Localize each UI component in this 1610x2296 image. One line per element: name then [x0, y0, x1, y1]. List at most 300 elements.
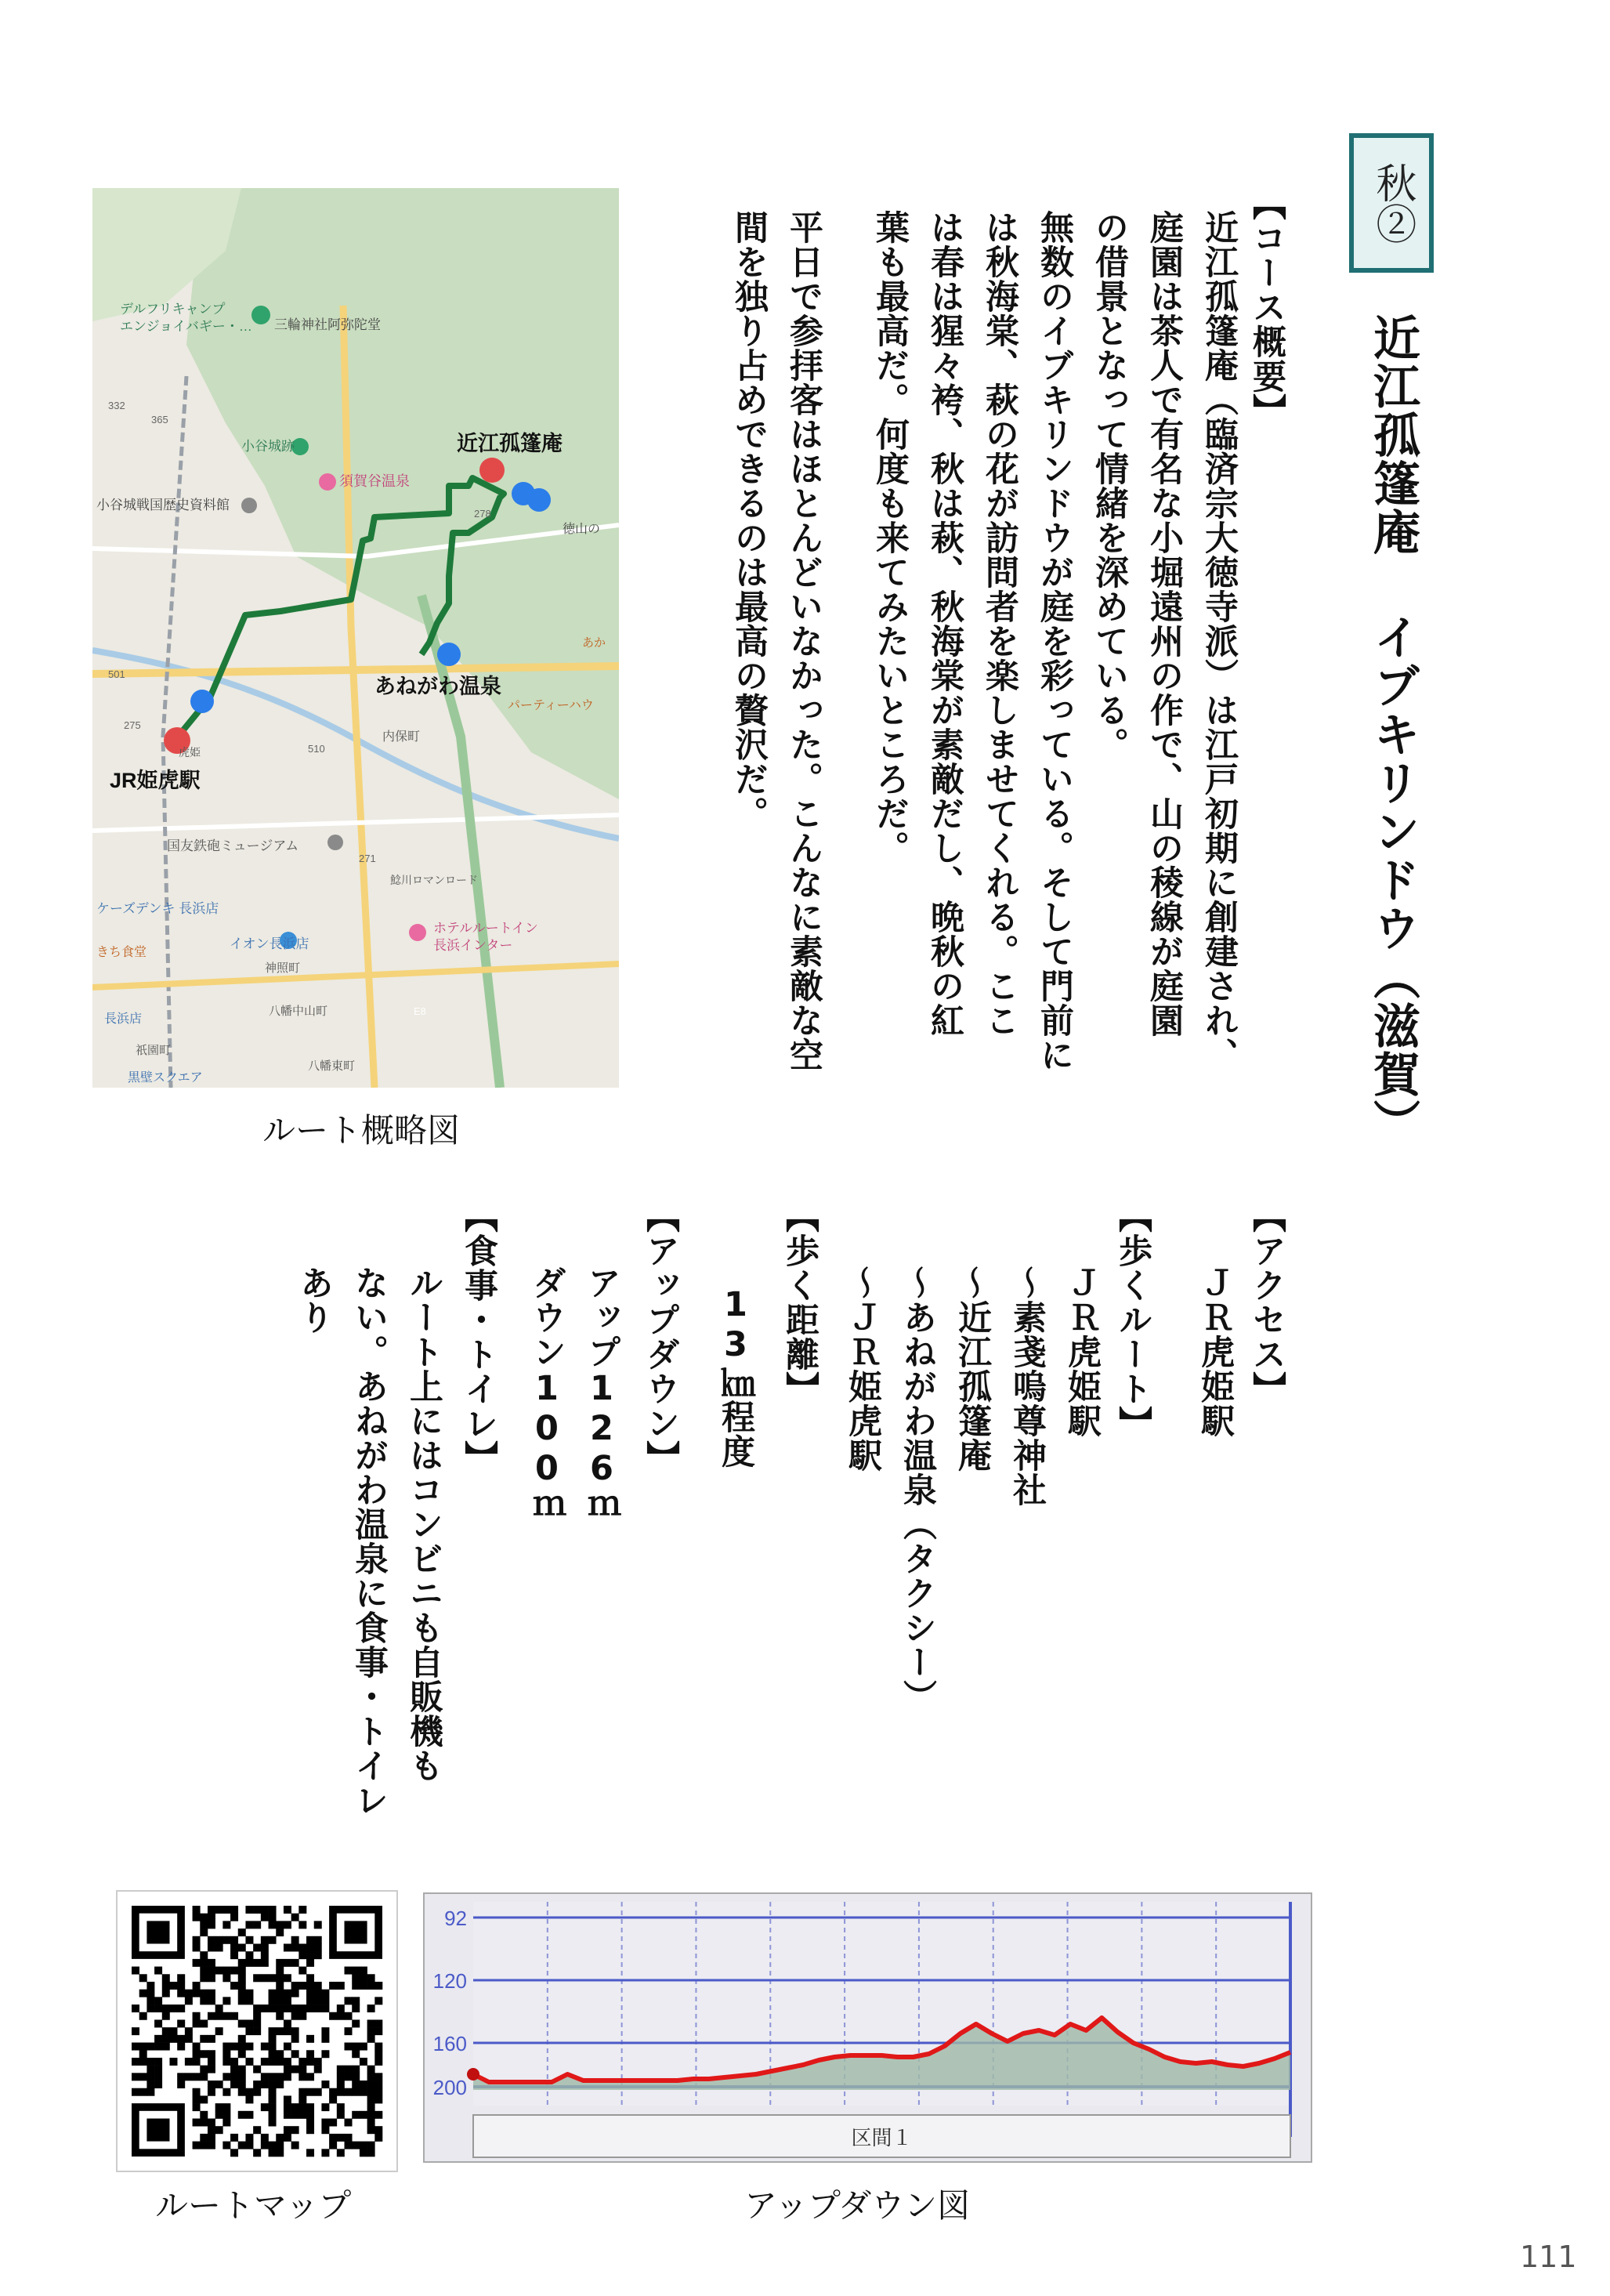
qr-module — [367, 2142, 375, 2149]
qr-module — [132, 2088, 139, 2096]
qr-module — [208, 2058, 215, 2066]
qr-module — [321, 2004, 329, 2012]
qr-module — [261, 1959, 269, 1967]
qr-module — [374, 2134, 382, 2142]
qr-module — [374, 2073, 382, 2081]
qr-module — [177, 2081, 185, 2088]
qr-module — [367, 2149, 375, 2157]
label-camp-1: デルフリキャンプ — [120, 302, 226, 317]
qr-module — [193, 2043, 201, 2051]
qr-module — [245, 2134, 253, 2142]
qr-module — [276, 1959, 284, 1967]
qr-module — [193, 2073, 201, 2081]
qr-module — [269, 2119, 277, 2127]
qr-module — [162, 2004, 170, 2012]
distance-heading: 【歩く距離】 — [780, 1199, 819, 1406]
qr-module — [208, 2050, 215, 2058]
qr-module — [321, 2119, 329, 2127]
route-step-5: ～ＪＲ姫虎駅 — [843, 1266, 882, 1472]
food-line-2: ない。あねがわ温泉に食事・トイレ — [349, 1266, 389, 1817]
qr-module — [193, 2058, 201, 2066]
susanoo-marker — [190, 690, 214, 713]
label-tokuyama: 徳山の — [563, 523, 601, 536]
qr-module — [337, 2073, 345, 2081]
qr-module — [223, 2103, 230, 2111]
qr-module — [284, 1906, 291, 1914]
label-road-510: 510 — [308, 743, 325, 755]
qr-module — [321, 2035, 329, 2043]
qr-module — [314, 2058, 322, 2066]
qr-module — [276, 2134, 284, 2142]
qr-module — [261, 1906, 269, 1914]
qr-module — [193, 2103, 201, 2111]
qr-module — [261, 1914, 269, 1921]
qr-module — [261, 2004, 269, 2012]
qr-module — [337, 2088, 345, 2096]
qr-module — [154, 1997, 162, 2004]
qr-module — [162, 1982, 170, 1990]
qr-module — [291, 1914, 299, 1921]
qr-module — [200, 1997, 208, 2004]
qr-module — [208, 1943, 215, 1951]
qr-module — [162, 1990, 170, 1997]
qr-module — [269, 1974, 277, 1982]
qr-module — [253, 1974, 261, 1982]
qr-module — [276, 2142, 284, 2149]
qr-module — [139, 1990, 147, 1997]
qr-module — [245, 1959, 253, 1967]
qr-module — [291, 1990, 299, 1997]
qr-module — [253, 1921, 261, 1928]
qr-finder — [345, 1921, 367, 1943]
qr-module — [269, 1906, 277, 1914]
qr-caption: ルートマップ — [155, 2186, 352, 2225]
qr-module — [291, 2027, 299, 2035]
qr-module — [329, 2142, 337, 2149]
qr-module — [223, 2058, 230, 2066]
qr-module — [261, 1974, 269, 1982]
label-food: きち食堂 — [96, 946, 147, 959]
qr-module — [269, 2149, 277, 2157]
qr-module — [245, 2142, 253, 2149]
qr-module — [306, 2149, 314, 2157]
qr-module — [238, 1967, 246, 1975]
qr-module — [147, 2043, 154, 2051]
qr-module — [223, 1967, 230, 1975]
qr-module — [298, 2058, 306, 2066]
label-hotel-1: ホテルルートイン — [433, 921, 538, 936]
qr-module — [298, 1951, 306, 1959]
qr-module — [360, 2058, 367, 2066]
qr-module — [306, 1974, 314, 1982]
label-kurokabe: 黒壁スクエア — [128, 1071, 203, 1085]
qr-module — [269, 1990, 277, 1997]
qr-code[interactable] — [116, 1890, 398, 2172]
qr-module — [284, 2019, 291, 2027]
qr-module — [200, 2095, 208, 2103]
qr-module — [314, 1921, 322, 1928]
access-heading: 【アクセス】 — [1247, 1199, 1286, 1406]
elevation-caption: アップダウン図 — [744, 2186, 971, 2225]
qr-module — [360, 2149, 367, 2157]
qr-module — [374, 2027, 382, 2035]
qr-module — [253, 2066, 261, 2073]
qr-module — [223, 2088, 230, 2096]
qr-module — [306, 2119, 314, 2127]
qr-module — [230, 2066, 238, 2073]
label-road-271: 271 — [359, 853, 376, 864]
label-aeon: イオン長浜店 — [230, 936, 309, 951]
qr-module — [276, 1967, 284, 1975]
label-tora: 虎姫 — [179, 746, 201, 759]
qr-module — [291, 2012, 299, 2020]
qr-module — [215, 1943, 223, 1951]
qr-module — [261, 2142, 269, 2149]
qr-module — [345, 2043, 353, 2051]
qr-module — [269, 2050, 277, 2058]
qr-module — [367, 1982, 375, 1990]
qr-module — [374, 1997, 382, 2004]
qr-module — [154, 2073, 162, 2081]
qr-module — [306, 2126, 314, 2134]
qr-module — [291, 2066, 299, 2073]
qr-module — [238, 2050, 246, 2058]
qr-module — [306, 1982, 314, 1990]
qr-module — [329, 2095, 337, 2103]
label-station: JR姫虎駅 — [110, 769, 201, 792]
qr-module — [367, 2035, 375, 2043]
qr-module — [193, 2119, 201, 2127]
overview-line-4: 無数のイブキリンドウが庭を彩っている。そして門前に — [1035, 210, 1074, 1072]
qr-module — [269, 2088, 277, 2096]
qr-module — [374, 2111, 382, 2119]
qr-module — [200, 2119, 208, 2127]
qr-module — [321, 2081, 329, 2088]
qr-module — [238, 2066, 246, 2073]
qr-module — [306, 1959, 314, 1967]
qr-module — [223, 2050, 230, 2058]
qr-module — [314, 1990, 322, 1997]
qr-module — [208, 2035, 215, 2043]
qr-module — [261, 1943, 269, 1951]
qr-module — [298, 1943, 306, 1951]
qr-module — [253, 2019, 261, 2027]
qr-module — [298, 1906, 306, 1914]
qr-module — [367, 2027, 375, 2035]
qr-module — [360, 2043, 367, 2051]
qr-module — [314, 1951, 322, 1959]
qr-module — [200, 1951, 208, 1959]
qr-module — [306, 2088, 314, 2096]
koho-marker — [479, 458, 505, 483]
qr-module — [245, 2027, 253, 2035]
qr-module — [139, 2058, 147, 2066]
qr-module — [215, 1906, 223, 1914]
qr-module — [367, 2088, 375, 2096]
qr-module — [245, 1921, 253, 1928]
qr-module — [337, 2012, 345, 2020]
qr-module — [230, 1951, 238, 1959]
qr-module — [360, 2111, 367, 2119]
label-koho: 近江孤篷庵 — [457, 432, 563, 455]
qr-module — [291, 2050, 299, 2058]
qr-module — [367, 2081, 375, 2088]
qr-module — [208, 1967, 215, 1975]
qr-module — [185, 2035, 193, 2043]
qr-module — [253, 1959, 261, 1967]
qr-module — [208, 2081, 215, 2088]
qr-module — [291, 1943, 299, 1951]
overview-line-1: 近江孤篷庵（臨済宗大徳寺派）は江戸初期に創建され、 — [1199, 210, 1239, 1072]
route-map-drawing — [92, 188, 619, 1088]
qr-module — [238, 1928, 246, 1936]
qr-module — [139, 2088, 147, 2096]
qr-module — [215, 1936, 223, 1944]
qr-module — [200, 2134, 208, 2142]
qr-module — [291, 1982, 299, 1990]
qr-module — [238, 1997, 246, 2004]
qr-module — [345, 2142, 353, 2149]
qr-module — [298, 1921, 306, 1928]
qr-module — [253, 1943, 261, 1951]
qr-module — [200, 2035, 208, 2043]
qr-module — [345, 1997, 353, 2004]
qr-module — [352, 2081, 360, 2088]
qr-module — [245, 1936, 253, 1944]
qr-module — [284, 2027, 291, 2035]
qr-module — [276, 1921, 284, 1928]
up-value: アップ126ｍ — [582, 1266, 621, 1523]
qr-module — [306, 2058, 314, 2066]
qr-module — [367, 2019, 375, 2027]
qr-module — [132, 2058, 139, 2066]
qr-module — [276, 2073, 284, 2081]
qr-module — [329, 2012, 337, 2020]
museum-marker — [241, 498, 257, 513]
qr-module — [298, 2073, 306, 2081]
qr-module — [238, 2111, 246, 2119]
qr-module — [374, 2050, 382, 2058]
qr-module — [245, 2111, 253, 2119]
qr-module — [245, 2095, 253, 2103]
qr-module — [177, 2035, 185, 2043]
qr-module — [276, 2081, 284, 2088]
qr-module — [230, 1967, 238, 1975]
qr-module — [208, 2119, 215, 2127]
qr-module — [154, 2019, 162, 2027]
qr-module — [360, 2142, 367, 2149]
qr-module — [314, 2066, 322, 2073]
qr-module — [223, 1936, 230, 1944]
qr-module — [276, 2027, 284, 2035]
qr-module — [298, 2012, 306, 2020]
qr-module — [238, 2142, 246, 2149]
label-museum: 小谷城戦国歴史資料館 — [96, 498, 230, 512]
qr-module — [132, 1967, 139, 1975]
qr-module — [374, 1982, 382, 1990]
season-label: 秋② — [1368, 162, 1416, 244]
qr-module — [284, 2066, 291, 2073]
qr-module — [367, 2126, 375, 2134]
qr-module — [360, 2088, 367, 2096]
sugaya-marker — [319, 473, 336, 491]
qr-module — [208, 1906, 215, 1914]
qr-module — [321, 2149, 329, 2157]
qr-module — [337, 2066, 345, 2073]
section-label: 区間１ — [851, 2126, 913, 2149]
qr-module — [245, 1997, 253, 2004]
qr-module — [269, 1921, 277, 1928]
qr-module — [230, 2058, 238, 2066]
qr-module — [230, 2149, 238, 2157]
qr-module — [306, 2111, 314, 2119]
qr-module — [230, 1906, 238, 1914]
qr-module — [360, 1967, 367, 1975]
y-tick-label: 120 — [432, 1969, 467, 1993]
qr-module — [154, 2066, 162, 2073]
qr-module — [215, 1967, 223, 1975]
qr-module — [185, 2073, 193, 2081]
qr-module — [352, 1997, 360, 2004]
qr-module — [215, 2004, 223, 2012]
qr-module — [269, 2095, 277, 2103]
overview-line-6: は春は猩々袴、秋は萩、秋海棠が素敵だし、晩秋の紅 — [925, 210, 964, 1038]
qr-module — [306, 2103, 314, 2111]
qr-module — [284, 2004, 291, 2012]
label-sugaya: 須賀谷温泉 — [339, 473, 410, 489]
qr-module — [298, 2111, 306, 2119]
qr-module — [284, 1990, 291, 1997]
qr-module — [291, 2004, 299, 2012]
qr-module — [230, 1914, 238, 1921]
qr-module — [314, 1943, 322, 1951]
qr-module — [261, 2043, 269, 2051]
qr-module — [321, 2027, 329, 2035]
qr-module — [193, 2095, 201, 2103]
label-gion: 祇園町 — [136, 1044, 172, 1057]
qr-module — [147, 2088, 154, 2096]
qr-module — [352, 2088, 360, 2096]
qr-module — [200, 2066, 208, 2073]
updown-heading: 【アップダウン】 — [641, 1199, 680, 1475]
qr-module — [337, 2111, 345, 2119]
qr-module — [374, 2088, 382, 2096]
qr-module — [306, 2073, 314, 2081]
qr-module — [337, 2081, 345, 2088]
qr-module — [284, 1921, 291, 1928]
kokuyu-marker — [327, 835, 343, 850]
qr-module — [208, 2066, 215, 2073]
qr-module — [162, 2027, 170, 2035]
qr-module — [162, 1974, 170, 1982]
qr-module — [291, 2142, 299, 2149]
qr-module — [253, 2126, 261, 2134]
qr-module — [269, 2111, 277, 2119]
qr-module — [208, 1921, 215, 1928]
qr-module — [306, 2004, 314, 2012]
y-tick-label: 160 — [432, 2032, 467, 2055]
qr-module — [238, 1990, 246, 1997]
qr-module — [200, 1967, 208, 1975]
qr-module — [276, 2050, 284, 2058]
qr-module — [169, 2027, 177, 2035]
qr-module — [208, 2126, 215, 2134]
qr-module — [360, 1982, 367, 1990]
qr-module — [284, 2126, 291, 2134]
qr-module — [261, 1936, 269, 1944]
qr-module — [284, 2073, 291, 2081]
qr-module — [147, 2004, 154, 2012]
qr-module — [261, 2103, 269, 2111]
qr-module — [193, 1982, 201, 1990]
qr-module — [298, 2095, 306, 2103]
qr-module — [276, 1928, 284, 1936]
qr-module — [261, 2134, 269, 2142]
qr-module — [147, 2058, 154, 2066]
qr-module — [306, 1951, 314, 1959]
label-road-e8: E8 — [414, 1005, 426, 1017]
qr-module — [306, 1990, 314, 1997]
qr-code-pattern — [118, 1892, 396, 2171]
y-tick-label: 200 — [432, 2076, 467, 2099]
qr-module — [261, 2073, 269, 2081]
qr-module — [215, 2103, 223, 2111]
qr-module — [314, 2004, 322, 2012]
qr-module — [208, 1936, 215, 1944]
qr-module — [345, 2134, 353, 2142]
qr-module — [352, 2019, 360, 2027]
qr-module — [169, 2058, 177, 2066]
qr-module — [208, 2142, 215, 2149]
qr-module — [291, 2111, 299, 2119]
start-point — [467, 2068, 479, 2081]
qr-module — [200, 2019, 208, 2027]
label-miwa: 三輪神社阿弥陀堂 — [274, 317, 381, 332]
qr-module — [284, 2058, 291, 2066]
shrine-marker — [527, 488, 551, 512]
route-map — [92, 188, 619, 1088]
qr-finder — [147, 2119, 169, 2142]
label-party: パーティーハウ — [508, 699, 594, 712]
qr-module — [154, 1967, 162, 1975]
qr-module — [269, 1936, 277, 1944]
qr-module — [253, 2088, 261, 2096]
qr-module — [321, 1990, 329, 1997]
qr-module — [276, 1990, 284, 1997]
qr-module — [147, 2073, 154, 2081]
qr-module — [238, 1974, 246, 1982]
qr-module — [230, 1936, 238, 1944]
route-heading: 【歩くルート】 — [1113, 1199, 1152, 1440]
season-badge — [1349, 133, 1434, 273]
qr-module — [269, 2103, 277, 2111]
qr-module — [200, 1914, 208, 1921]
qr-module — [238, 2081, 246, 2088]
qr-module — [154, 2058, 162, 2066]
label-kaeru: 鯰川ロマンロード — [390, 874, 478, 886]
food-line-3: あり — [295, 1266, 334, 1335]
anegawa-marker — [437, 643, 461, 666]
qr-module — [261, 1951, 269, 1959]
qr-module — [200, 1928, 208, 1936]
distance-value: 13㎞程度 — [716, 1285, 755, 1468]
elevation-chart-svg — [425, 1894, 1311, 2161]
qr-module — [139, 2073, 147, 2081]
qr-module — [291, 1959, 299, 1967]
qr-module — [360, 2081, 367, 2088]
qr-module — [284, 2095, 291, 2103]
qr-module — [245, 2019, 253, 2027]
